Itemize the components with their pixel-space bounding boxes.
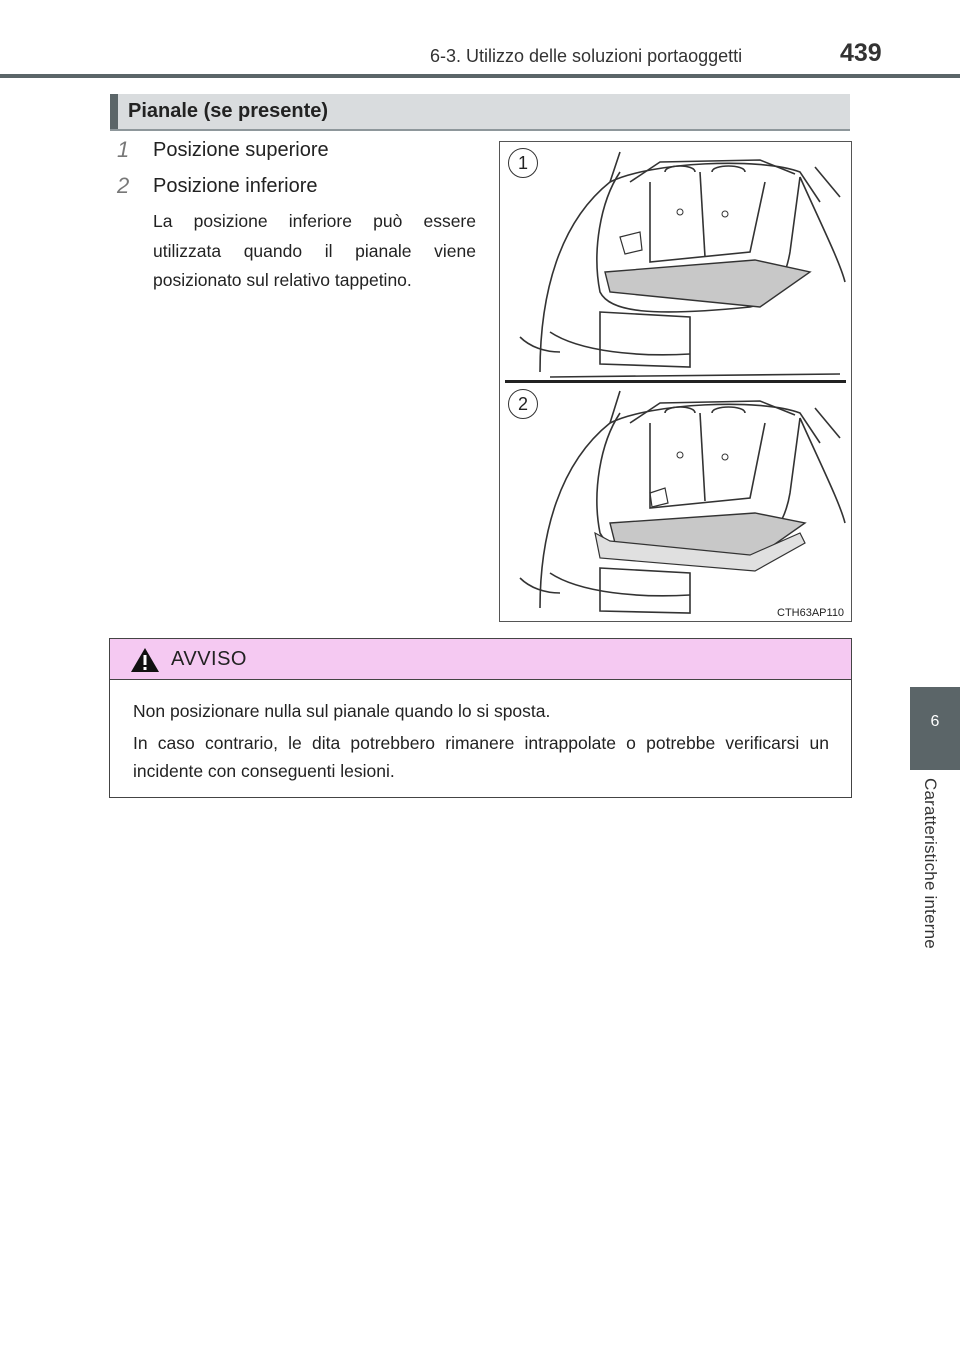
figure-badge-1: 1 xyxy=(508,148,538,178)
item-text-2: Posizione inferiore xyxy=(153,175,318,197)
description-paragraph: La posizione inferiore può essere utilizzata quando il pianale viene posizionato sul relativo tappetino. xyxy=(153,211,476,290)
warning-text-2: In caso contrario, le dita potrebbero rimanere intrappolate o potrebbe verificarsi un incidente con conseguenti lesioni. xyxy=(133,733,829,781)
warning-title: AVVISO xyxy=(171,648,247,670)
item-text-1: Posizione superiore xyxy=(153,139,329,161)
page-number: 439 xyxy=(840,39,882,67)
figure-code: CTH63AP110 xyxy=(777,607,845,619)
warning-header xyxy=(110,639,851,680)
section-title: Pianale (se presente) xyxy=(128,100,329,122)
chapter-tab xyxy=(910,687,960,770)
running-header: 6-3. Utilizzo delle soluzioni portaoggetti xyxy=(430,46,743,66)
chapter-tab-number: 6 xyxy=(930,713,940,730)
item-number-1: 1 xyxy=(117,137,130,162)
warning-text-1: Non posizionare nulla sul pianale quando lo si sposta. xyxy=(133,701,551,721)
section-heading-accent xyxy=(110,94,118,129)
upper-position-drawing xyxy=(500,142,851,380)
figure-badge-2: 2 xyxy=(508,389,538,419)
section-heading xyxy=(110,94,850,131)
warning-triangle-icon xyxy=(130,647,160,673)
chapter-tab-label: Caratteristiche interne xyxy=(921,778,940,949)
warning-box xyxy=(109,638,852,798)
lower-position-drawing xyxy=(500,383,851,621)
cargo-floor-illustration xyxy=(499,141,852,622)
header-rule xyxy=(0,74,960,78)
item-number-2: 2 xyxy=(117,173,130,198)
